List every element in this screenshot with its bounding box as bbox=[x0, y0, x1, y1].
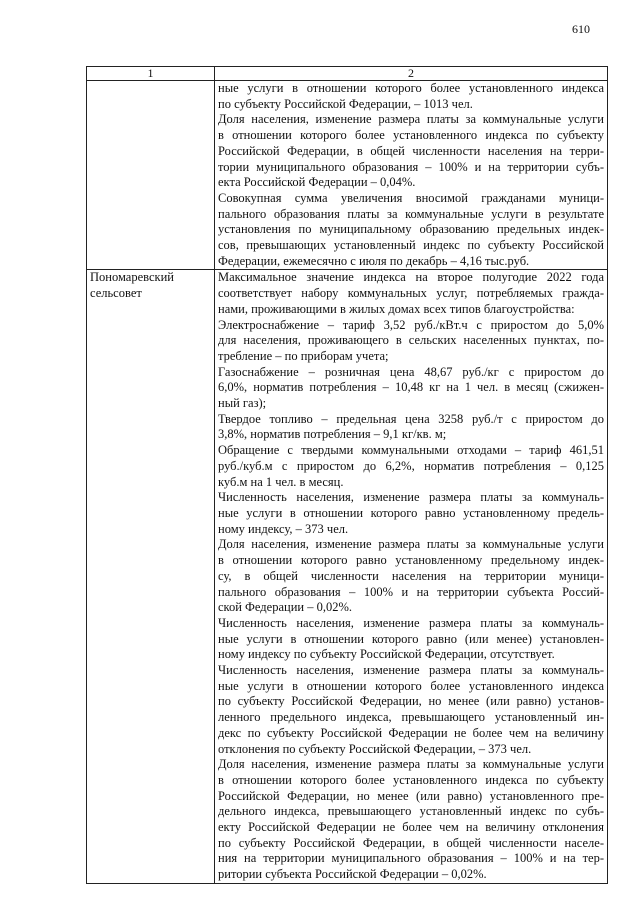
text-line: ный газ); bbox=[218, 396, 267, 411]
paragraph bbox=[218, 191, 604, 270]
text-line: ные услуги в отношении которого равно установленному предель- bbox=[218, 505, 604, 520]
text-line: Газоснабжение – розничная цена 48,67 руб./кг с приростом до bbox=[218, 364, 604, 379]
text-line: ской Федерации – 0,02%. bbox=[218, 600, 352, 615]
text-line: пального образования платы за коммунальные услуги в результате bbox=[218, 206, 604, 221]
row2-col1 bbox=[87, 270, 215, 883]
text-line: требление – по приборам учета; bbox=[218, 348, 389, 363]
text-line: тории муниципального образования – 100% и на территории субъ- bbox=[218, 159, 604, 174]
text-line: Российской Федерации, но менее (или равно) установленного пре- bbox=[218, 788, 604, 803]
text-line: Численность населения, изменение размера платы за коммуналь- bbox=[218, 615, 604, 630]
text-line: установления по муниципальному образованию предельных индек- bbox=[218, 222, 604, 237]
text-line: екту Российской Федерации не более чем на величину отклонения bbox=[218, 820, 604, 835]
paragraph bbox=[218, 616, 604, 663]
text-line: в отношении которого более установленного индекса по субъекту bbox=[218, 128, 604, 143]
paragraph bbox=[218, 490, 604, 537]
text-line: для населения, проживающего в сельских населенных пунктах, по- bbox=[218, 333, 604, 348]
text-line: 6,0%, норматив потребления – 10,48 кг на 1 чел. в месяц (сжижен- bbox=[218, 380, 604, 395]
text-line: ному индексу, – 373 чел. bbox=[218, 521, 349, 536]
text-line: куб.м на 1 чел. в месяц. bbox=[218, 474, 344, 489]
page-number: 610 bbox=[572, 22, 590, 36]
header-col-1: 1 bbox=[87, 67, 215, 81]
text-line: декс по субъекту Российской Федерации не более чем на величину bbox=[218, 725, 604, 740]
text-line: Доля населения, изменение размера платы за коммунальные услуги bbox=[218, 537, 604, 552]
text-line: сов, превышающих установленный индекс по субъекту Российской bbox=[218, 238, 604, 253]
text-line: по субъекту Российской Федерации, в общей численности населе- bbox=[218, 835, 604, 850]
paragraph bbox=[218, 663, 604, 757]
text-line: екта Российской Федерации – 0,04%. bbox=[218, 175, 416, 190]
text-line: ленного предельного индекса, превышающего установленный ин- bbox=[218, 710, 604, 725]
paragraph bbox=[218, 365, 604, 412]
text-line: 3,8%, норматив потребления – 9,1 кг/кв. м; bbox=[218, 427, 447, 442]
text-line: в отношении которого равно установленному предельному индек- bbox=[218, 553, 604, 568]
paragraph bbox=[218, 112, 604, 191]
text-line: отклонения по субъекту Российской Федерации, – 373 чел. bbox=[218, 741, 532, 756]
paragraph bbox=[218, 270, 604, 317]
text-line: Максимальное значение индекса на второе полугодие 2022 года bbox=[218, 270, 604, 285]
text-line: по субъекту Российской Федерации, но менее (или равно) установ- bbox=[218, 694, 604, 709]
text-line: ному индексу по субъекту Российской Федерации, отсутствует. bbox=[218, 647, 555, 662]
text-line: Численность населения, изменение размера платы за коммуналь- bbox=[218, 663, 604, 678]
paragraph bbox=[218, 412, 604, 443]
text-line: Доля населения, изменение размера платы за коммунальные услуги bbox=[218, 757, 604, 772]
text-line: ритории субъекта Российской Федерации – 0,02%. bbox=[218, 867, 487, 882]
paragraph bbox=[218, 81, 604, 112]
header-col-2: 2 bbox=[215, 67, 608, 81]
text-line: ные услуги в отношении которого более установленного индекса bbox=[218, 678, 604, 693]
table-row bbox=[87, 81, 608, 270]
text-line: нами, проживающими в жилых домах всех типов благоустройства: bbox=[218, 301, 575, 316]
document-table bbox=[86, 66, 608, 884]
table-row bbox=[87, 270, 608, 883]
text-line: руб./куб.м с приростом до 6,2%, норматив потребления – 0,125 bbox=[218, 458, 604, 473]
row2-col2 bbox=[215, 270, 608, 883]
text-line: ния на территории муниципального образования – 100% и на тер- bbox=[218, 851, 604, 866]
row1-col2 bbox=[215, 81, 608, 270]
text-line: ные услуги в отношении которого равно (или менее) установлен- bbox=[218, 631, 604, 646]
municipality-name-line-1: Пономаревский bbox=[90, 270, 174, 285]
paragraph bbox=[218, 318, 604, 365]
text-line: Обращение с твердыми коммунальными отходами – тариф 461,51 bbox=[218, 443, 604, 458]
text-line: Доля населения, изменение размера платы за коммунальные услуги bbox=[218, 112, 604, 127]
text-line: Федерации, ежемесячно с июля по декабрь – 4,16 тыс.руб. bbox=[218, 253, 530, 268]
text-line: ные услуги в отношении которого более установленного индекса bbox=[218, 81, 604, 95]
text-line: Твердое топливо – предельная цена 3258 руб./т с приростом до bbox=[218, 411, 604, 426]
text-line: Совокупная сумма увеличения вносимой гражданами муници- bbox=[218, 190, 604, 205]
paragraph bbox=[218, 537, 604, 616]
text-line: по субъекту Российской Федерации, – 1013 чел. bbox=[218, 96, 473, 111]
text-line: в отношении которого более установленного индекса по субъекту bbox=[218, 772, 604, 787]
text-line: дельного индекса, превышающего установленный индекс по субъ- bbox=[218, 804, 604, 819]
text-line: су, в общей численности населения на территории муници- bbox=[218, 568, 604, 583]
paragraph bbox=[218, 757, 604, 883]
text-line: пального образования – 100% и на территории субъекта Россий- bbox=[218, 584, 604, 599]
paragraph bbox=[218, 443, 604, 490]
text-line: Электроснабжение – тариф 3,52 руб./кВт.ч с приростом до 5,0% bbox=[218, 317, 604, 332]
row1-col1 bbox=[87, 81, 215, 270]
text-line: Российской Федерации, в общей численности населения на терри- bbox=[218, 143, 604, 158]
table-header-row bbox=[87, 67, 608, 81]
text-line: соответствует набору коммунальных услуг, потребляемых гражда- bbox=[218, 286, 604, 301]
text-line: Численность населения, изменение размера платы за коммуналь- bbox=[218, 490, 604, 505]
municipality-name-line-2: сельсовет bbox=[90, 286, 142, 301]
